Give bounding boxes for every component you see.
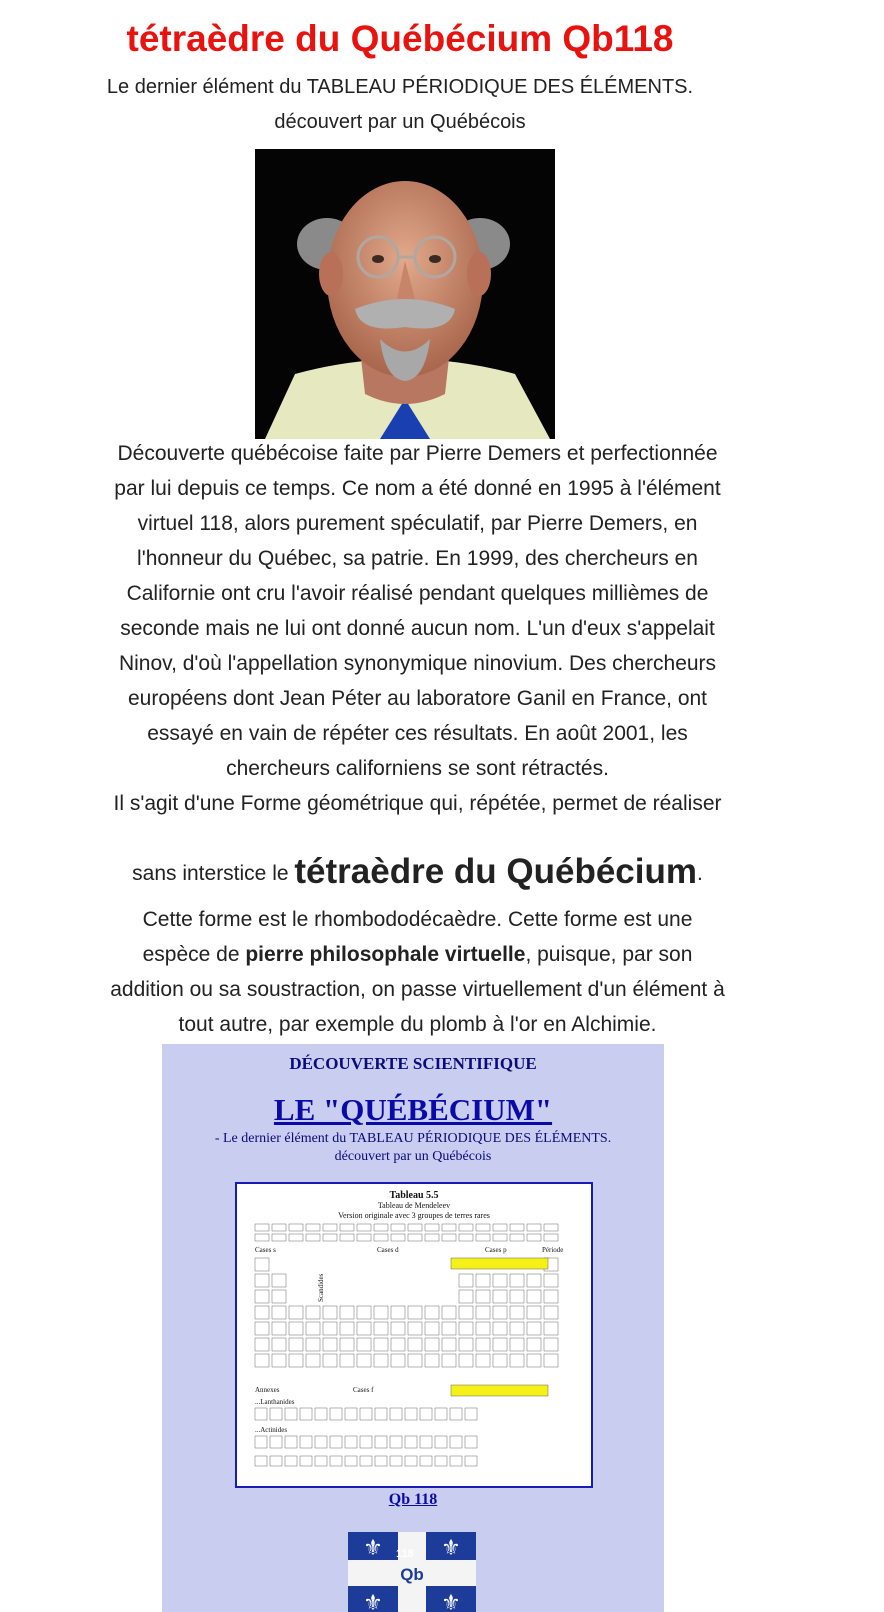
table-cell <box>391 1354 405 1367</box>
table-cell <box>340 1234 354 1241</box>
table-cell <box>300 1408 312 1420</box>
table-cell <box>510 1322 524 1335</box>
table-cell <box>510 1354 524 1367</box>
table-cell <box>442 1338 456 1351</box>
table-cell <box>345 1456 357 1466</box>
table-cell <box>435 1408 447 1420</box>
table-cell <box>255 1408 267 1420</box>
table-cell <box>255 1354 269 1367</box>
table-cell <box>459 1224 473 1231</box>
table-cell <box>357 1224 371 1231</box>
table-cell <box>493 1274 507 1287</box>
table-cell <box>390 1436 402 1448</box>
table-cell <box>493 1322 507 1335</box>
table-cell <box>374 1234 388 1241</box>
table-cell <box>493 1306 507 1319</box>
cases-d-label: Cases d <box>377 1246 399 1254</box>
qb118-link[interactable]: Qb 118 <box>388 1491 438 1508</box>
table-cell <box>289 1234 303 1241</box>
table-cell <box>374 1354 388 1367</box>
interstice-suffix: . <box>697 862 703 885</box>
table-cell <box>255 1234 269 1241</box>
table-cell <box>459 1274 473 1287</box>
table-cell <box>255 1224 269 1231</box>
table-cell <box>340 1322 354 1335</box>
article-line: addition ou sa soustraction, on passe virtuellement d'un élément à <box>110 978 725 1001</box>
table-cell <box>544 1322 558 1335</box>
table-cell <box>510 1306 524 1319</box>
table-cell <box>306 1306 320 1319</box>
article-line: Cette forme est le rhombododécaèdre. Cette forme est une <box>142 908 693 931</box>
table-cell <box>408 1234 422 1241</box>
fleur-de-lis-icon: ⚜ <box>441 1591 461 1612</box>
table-cell <box>527 1306 541 1319</box>
table-cell <box>323 1322 337 1335</box>
table-cell <box>459 1354 473 1367</box>
table-cell <box>255 1306 269 1319</box>
cases-p-label: Cases p <box>485 1246 507 1254</box>
table-cell <box>527 1322 541 1335</box>
table-cell <box>289 1306 303 1319</box>
portrait-illustration <box>255 149 555 439</box>
panel-line-2: découvert par un Québécois <box>334 1149 492 1164</box>
table-cell <box>476 1354 490 1367</box>
table-cell <box>360 1408 372 1420</box>
table-cell <box>360 1456 372 1466</box>
table-cell <box>306 1224 320 1231</box>
philosopher-stone-phrase: pierre philosophale virtuelle <box>245 943 526 966</box>
article-line: chercheurs californiens se sont rétractés. <box>226 757 609 780</box>
page-title: tétraèdre du Québécium Qb118 <box>126 18 674 59</box>
table-cell <box>300 1456 312 1466</box>
table-cell <box>330 1456 342 1466</box>
table-cell <box>315 1408 327 1420</box>
table-cell <box>425 1322 439 1335</box>
table-cell <box>289 1354 303 1367</box>
table-cell <box>408 1322 422 1335</box>
table-cell <box>340 1306 354 1319</box>
table-cell <box>459 1338 473 1351</box>
discovery-panel <box>162 1044 664 1612</box>
table-cell <box>527 1274 541 1287</box>
table-cell <box>306 1354 320 1367</box>
table-cell <box>272 1234 286 1241</box>
table-cell <box>527 1338 541 1351</box>
table-cell <box>465 1436 477 1448</box>
table-subtitle: Tableau de Mendeleev <box>377 1201 451 1210</box>
table-cell <box>425 1306 439 1319</box>
table-cell <box>272 1354 286 1367</box>
article-line: Découverte québécoise faite par Pierre Demers et perfectionnée <box>117 442 718 465</box>
cases-s-label: Cases s <box>255 1246 276 1254</box>
table-cell <box>450 1408 462 1420</box>
table-cell <box>476 1306 490 1319</box>
table-cell <box>272 1274 286 1287</box>
article-line: tout autre, par exemple du plomb à l'or en Alchimie. <box>178 1013 657 1036</box>
quebecium-link[interactable]: LE "QUÉBÉCIUM" <box>273 1092 553 1127</box>
table-cell <box>272 1290 286 1303</box>
table-cell <box>285 1456 297 1466</box>
table-cell <box>435 1456 447 1466</box>
highlight-bar <box>451 1258 548 1269</box>
quebec-flag <box>348 1532 476 1612</box>
table-cell <box>374 1322 388 1335</box>
interstice-prefix: sans interstice le <box>132 862 295 885</box>
table-cell <box>323 1234 337 1241</box>
table-cell <box>493 1224 507 1231</box>
table-cell <box>510 1290 524 1303</box>
table-cell <box>420 1436 432 1448</box>
table-cell <box>425 1234 439 1241</box>
table-cell <box>357 1306 371 1319</box>
panel-line-1: - Le dernier élément du TABLEAU PÉRIODIQUE DES ÉLÉMENTS. <box>214 1131 612 1146</box>
table-cell <box>255 1322 269 1335</box>
table-cell <box>374 1306 388 1319</box>
article-line: par lui depuis ce temps. Ce nom a été donné en 1995 à l'élément <box>114 477 721 500</box>
table-cell <box>391 1322 405 1335</box>
table-cell <box>285 1408 297 1420</box>
table-cell <box>405 1456 417 1466</box>
periodic-grid <box>255 1224 558 1466</box>
table-cell <box>493 1354 507 1367</box>
table-cell <box>425 1338 439 1351</box>
table-cell <box>255 1338 269 1351</box>
table-cell <box>357 1354 371 1367</box>
table-cell <box>510 1224 524 1231</box>
table-title: Tableau 5.5 <box>389 1190 439 1201</box>
table-cell <box>255 1456 267 1466</box>
table-cell <box>476 1338 490 1351</box>
table-cell <box>442 1306 456 1319</box>
table-cell <box>476 1274 490 1287</box>
table-cell <box>493 1338 507 1351</box>
periodic-table-figure <box>237 1184 591 1486</box>
table-cell <box>270 1436 282 1448</box>
table-cell <box>405 1436 417 1448</box>
table-cell <box>476 1224 490 1231</box>
table-cell <box>442 1354 456 1367</box>
table-cell <box>493 1234 507 1241</box>
table-cell <box>544 1224 558 1231</box>
table-cell <box>323 1224 337 1231</box>
article-line <box>60 937 775 972</box>
panel-kicker: DÉCOUVERTE SCIENTIFIQUE <box>289 1054 537 1073</box>
flag-symbol: Qb <box>400 1565 424 1584</box>
table-cell <box>408 1306 422 1319</box>
table-cell <box>272 1338 286 1351</box>
table-cell <box>459 1306 473 1319</box>
article-line: l'honneur du Québec, sa patrie. En 1999, des chercheurs en <box>137 547 698 570</box>
table-cell <box>405 1408 417 1420</box>
table-caption: Version originale avec 3 groupes de terres rares <box>338 1211 490 1220</box>
table-cell <box>306 1322 320 1335</box>
table-cell <box>476 1234 490 1241</box>
table-cell <box>544 1354 558 1367</box>
table-cell <box>391 1224 405 1231</box>
table-cell <box>323 1338 337 1351</box>
article-paragraph-2 <box>60 902 775 1042</box>
table-cell <box>306 1234 320 1241</box>
table-cell <box>375 1436 387 1448</box>
table-cell <box>323 1306 337 1319</box>
table-cell <box>510 1338 524 1351</box>
portrait-photo <box>255 149 555 439</box>
periodic-table-image[interactable] <box>235 1182 593 1488</box>
table-cell <box>340 1224 354 1231</box>
article-line: essayé en vain de répéter ces résultats. En août 2001, les <box>147 722 688 745</box>
table-cell <box>374 1338 388 1351</box>
table-cell <box>330 1436 342 1448</box>
table-cell <box>289 1224 303 1231</box>
table-cell <box>442 1322 456 1335</box>
actinides-label: ...Actinides <box>255 1426 288 1434</box>
table-cell <box>425 1354 439 1367</box>
table-cell <box>544 1290 558 1303</box>
table-cell <box>510 1234 524 1241</box>
table-cell <box>270 1456 282 1466</box>
periode-label: Période <box>542 1246 564 1254</box>
table-cell <box>459 1290 473 1303</box>
highlight-bar <box>451 1385 548 1396</box>
table-cell <box>476 1290 490 1303</box>
text-fragment: , puisque, par son <box>525 943 693 966</box>
table-cell <box>289 1338 303 1351</box>
table-cell <box>289 1322 303 1335</box>
table-cell <box>450 1456 462 1466</box>
table-cell <box>390 1456 402 1466</box>
table-cell <box>459 1234 473 1241</box>
table-cell <box>306 1338 320 1351</box>
flag-illustration <box>348 1532 476 1612</box>
table-cell <box>255 1258 269 1271</box>
table-cell <box>390 1408 402 1420</box>
article-line: virtuel 118, alors purement spéculatif, par Pierre Demers, en <box>137 512 698 535</box>
table-cell <box>375 1408 387 1420</box>
table-cell <box>442 1234 456 1241</box>
table-cell <box>527 1224 541 1231</box>
table-cell <box>272 1224 286 1231</box>
table-cell <box>374 1224 388 1231</box>
table-cell <box>357 1338 371 1351</box>
table-cell <box>375 1456 387 1466</box>
table-cell <box>450 1436 462 1448</box>
flag-number: 118 <box>396 1548 414 1560</box>
table-cell <box>345 1436 357 1448</box>
table-cell <box>544 1306 558 1319</box>
article-line: Il s'agit d'une Forme géométrique qui, répétée, permet de réaliser <box>113 792 722 815</box>
table-cell <box>476 1322 490 1335</box>
table-cell <box>408 1354 422 1367</box>
cases-f-label: Cases f <box>353 1386 374 1394</box>
table-cell <box>300 1436 312 1448</box>
table-cell <box>425 1224 439 1231</box>
article-line: Ninov, d'où l'appellation synonymique ninovium. Des chercheurs <box>118 652 717 675</box>
subtitle-line-2: découvert par un Québécois <box>274 111 526 133</box>
table-cell <box>408 1224 422 1231</box>
table-cell <box>330 1408 342 1420</box>
table-cell <box>345 1408 357 1420</box>
table-cell <box>465 1456 477 1466</box>
table-cell <box>510 1274 524 1287</box>
table-cell <box>442 1224 456 1231</box>
table-cell <box>255 1274 269 1287</box>
table-cell <box>459 1322 473 1335</box>
article-line: européens dont Jean Péter au laboratore Ganil en France, ont <box>127 687 708 710</box>
table-cell <box>272 1322 286 1335</box>
table-cell <box>544 1234 558 1241</box>
table-cell <box>255 1436 267 1448</box>
table-cell <box>527 1290 541 1303</box>
table-cell <box>435 1436 447 1448</box>
scandides-label: Scandides <box>317 1273 325 1302</box>
table-cell <box>391 1234 405 1241</box>
table-cell <box>420 1456 432 1466</box>
table-cell <box>315 1436 327 1448</box>
table-cell <box>391 1306 405 1319</box>
fleur-de-lis-icon: ⚜ <box>441 1536 461 1561</box>
table-cell <box>357 1234 371 1241</box>
fleur-de-lis-icon: ⚜ <box>363 1591 383 1612</box>
table-cell <box>544 1274 558 1287</box>
table-cell <box>420 1408 432 1420</box>
subtitle-line-1: Le dernier élément du TABLEAU PÉRIODIQUE DES ÉLÉMENTS. <box>106 76 694 98</box>
fleur-de-lis-icon: ⚜ <box>363 1536 383 1561</box>
tetraedre-heading: tétraèdre du Québécium <box>294 852 697 891</box>
table-cell <box>340 1338 354 1351</box>
table-cell <box>270 1408 282 1420</box>
table-cell <box>315 1456 327 1466</box>
annexes-label: Annexes <box>255 1386 280 1394</box>
article-line: seconde mais ne lui ont donné aucun nom. L'un d'eux s'appelait <box>120 617 715 640</box>
table-cell <box>527 1354 541 1367</box>
table-cell <box>465 1408 477 1420</box>
table-cell <box>544 1338 558 1351</box>
table-cell <box>272 1306 286 1319</box>
table-cell <box>391 1338 405 1351</box>
table-cell <box>360 1436 372 1448</box>
table-cell <box>493 1290 507 1303</box>
article-line: Californie ont cru l'avoir réalisé pendant quelques millièmes de <box>126 582 709 605</box>
lanthanides-label: ...Lanthanides <box>255 1398 295 1406</box>
article-paragraph-1 <box>60 436 775 821</box>
interstice-line <box>60 850 775 896</box>
table-cell <box>408 1338 422 1351</box>
table-cell <box>285 1436 297 1448</box>
table-cell <box>527 1234 541 1241</box>
table-cell <box>357 1322 371 1335</box>
text-fragment: espèce de <box>142 943 246 966</box>
table-cell <box>340 1354 354 1367</box>
table-cell <box>255 1290 269 1303</box>
table-cell <box>323 1354 337 1367</box>
